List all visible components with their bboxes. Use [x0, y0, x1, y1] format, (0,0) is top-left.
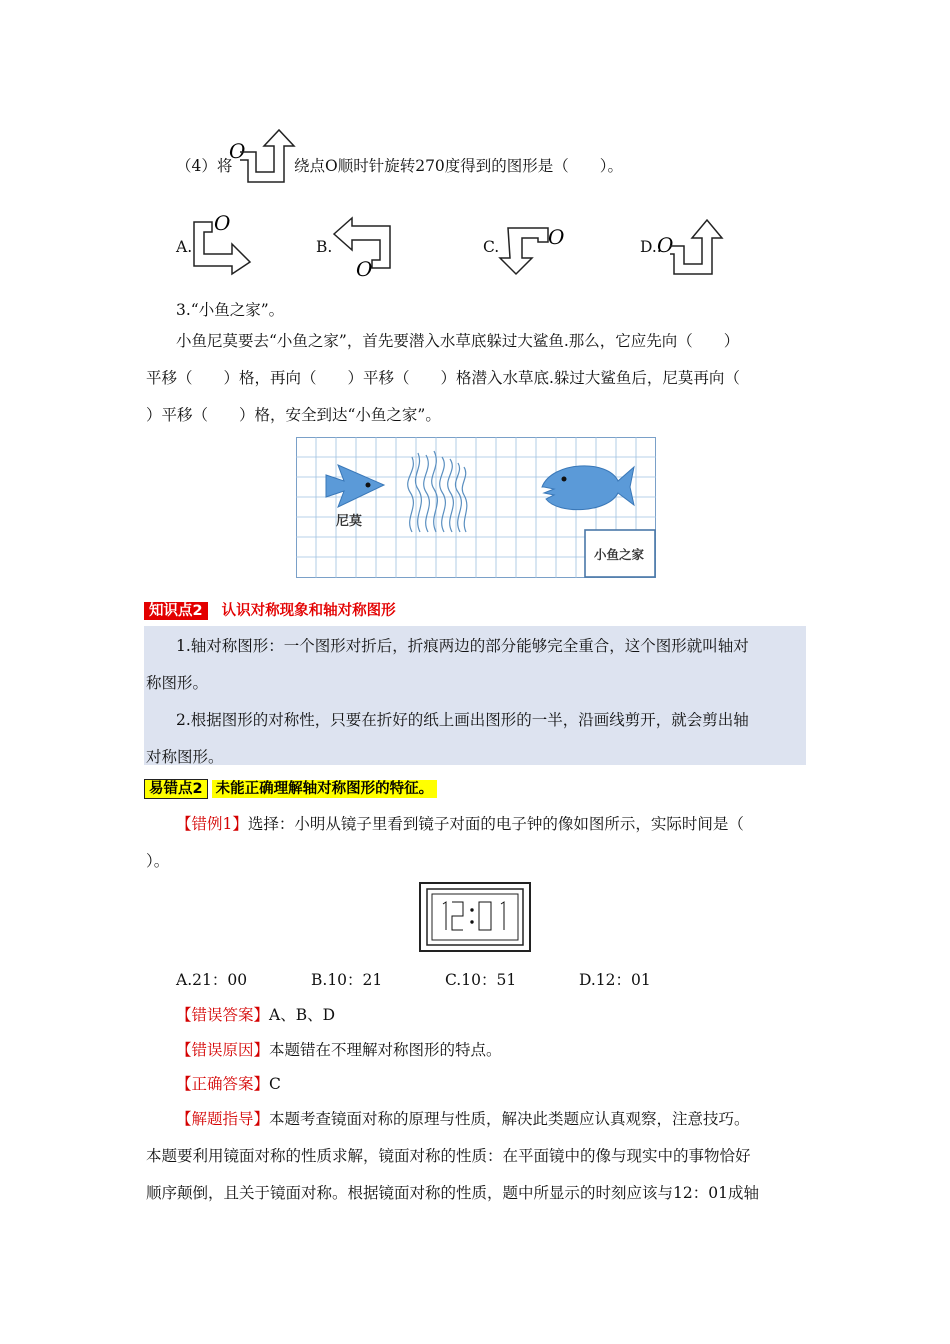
option-a-label[interactable]: A.	[176, 238, 193, 256]
option-c-label[interactable]: C.	[483, 238, 500, 256]
knowledge-point-header	[144, 600, 396, 621]
mistake-point-header	[144, 778, 437, 799]
question-3-line2: 平移（ ）格，再向（ ）平移（ ）格潜入水草底.躲过大鲨鱼后，尼莫再向（	[146, 369, 740, 387]
wrong-answer: 【错误答案】A、B、D	[176, 1006, 336, 1024]
knowledge-p1b: 称图形。	[146, 674, 209, 692]
question-3-title: 3.“小鱼之家”。	[176, 301, 285, 319]
mirror-clock-figure	[419, 882, 531, 952]
wrong-reason: 【错误原因】本题错在不理解对称图形的特点。	[176, 1041, 502, 1059]
knowledge-badge: 知识点2	[144, 602, 208, 620]
nemo-label: 尼莫	[336, 514, 363, 529]
guide-line2: 本题要利用镜面对称的性质求解，镜面对称的性质：在平面镜中的像与现实中的事物恰好	[146, 1147, 751, 1165]
knowledge-p2a: 2.根据图形的对称性，只要在折好的纸上画出图形的一半，沿画线剪开，就会剪出轴	[176, 711, 749, 729]
question-4-suffix: 绕点O顺时针旋转270度得到的图形是（ ）。	[294, 157, 624, 175]
fish-grid-figure	[296, 437, 656, 578]
mistake-option-d[interactable]: D.12：01	[579, 971, 651, 989]
example-line2: ）。	[146, 852, 170, 870]
option-b-shape[interactable]	[330, 210, 398, 278]
arrow-shape-original	[228, 128, 296, 184]
question-4-prefix: （4）将	[176, 157, 233, 175]
knowledge-p2b: 对称图形。	[146, 748, 224, 766]
knowledge-box	[144, 626, 806, 765]
option-c-shape[interactable]	[498, 210, 570, 278]
mistake-option-a[interactable]: A.21：00	[176, 971, 248, 989]
guide-line1: 【解题指导】本题考查镜面对称的原理与性质，解决此类题应认真观察，注意技巧。	[176, 1110, 750, 1128]
mistake-title: 未能正确理解轴对称图形的特征。	[212, 780, 438, 798]
question-3-line1: 小鱼尼莫要去“小鱼之家”，首先要潜入水草底躲过大鲨鱼.那么，它应先向（ ）	[176, 332, 740, 350]
option-b-label[interactable]: B.	[316, 238, 333, 256]
mistake-badge: 易错点2	[144, 779, 208, 799]
point-o-label: O	[229, 139, 246, 163]
svg-text:O: O	[214, 211, 231, 235]
example-line1: 【错例1】选择：小明从镜子里看到镜子对面的电子钟的像如图所示，实际时间是（	[176, 815, 744, 833]
option-a-shape[interactable]	[190, 210, 260, 276]
mistake-option-b[interactable]: B.10：21	[311, 971, 383, 989]
guide-line3: 顺序颠倒，且关于镜面对称。根据镜面对称的性质，题中所显示的时刻应该与12：01成轴	[146, 1184, 759, 1202]
question-3-line3: ）平移（ ）格，安全到达“小鱼之家”。	[146, 406, 441, 424]
option-d-shape[interactable]	[656, 210, 726, 278]
knowledge-title: 认识对称现象和轴对称图形	[221, 603, 396, 619]
mistake-option-c[interactable]: C.10：51	[445, 971, 517, 989]
svg-text:O: O	[356, 257, 373, 278]
knowledge-p1a: 1.轴对称图形：一个图形对折后，折痕两边的部分能够完全重合，这个图形就叫轴对	[176, 637, 749, 655]
correct-answer: 【正确答案】C	[176, 1075, 281, 1093]
svg-text:O: O	[657, 233, 674, 257]
home-label: 小鱼之家	[594, 547, 645, 562]
option-d-label[interactable]: D..	[640, 238, 662, 256]
svg-text:O: O	[548, 225, 565, 249]
